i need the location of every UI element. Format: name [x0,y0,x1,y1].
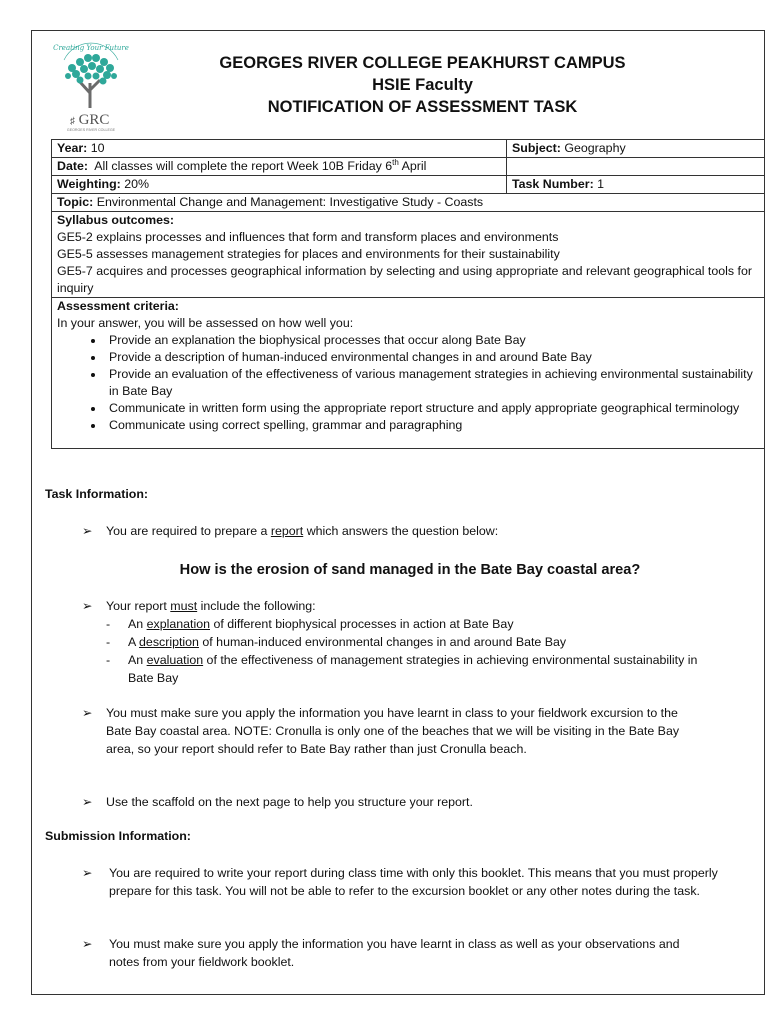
document-header [150,52,695,118]
date-value: All classes will complete the report Week 10B Friday 6 [94,159,393,173]
college-logo [50,38,132,132]
svg-text:GRC: GRC [78,112,110,128]
criteria-label: Assessment criteria: [57,299,179,313]
weighting-value: 20% [124,177,150,191]
task-information-title: Task Information: [45,487,149,501]
criteria-intro: In your answer, you will be assessed on how well you: [57,316,354,330]
report-requirements-list [106,615,712,687]
syllabus-row [52,212,765,298]
arrow-bullet-icon: ➢ [82,599,93,613]
document-title: NOTIFICATION OF ASSESSMENT TASK [267,98,578,116]
syllabus-outcome: GE5-5 assesses management strategies for places and environments for their sustainability [57,247,560,261]
arrow-bullet-icon: ➢ [82,795,93,809]
submission-item-2: ➢ You must make sure you apply the information you have learnt in class as well as your observations and notes from your fieldwork booklet. [82,937,680,969]
requirement-item: - An evaluation of the effectiveness of management strategies in achieving environmental sustainability in Bate Bay [106,653,698,685]
faculty-name: HSIE Faculty [372,76,473,94]
syllabus-outcome: GE5-7 acquires and processes geographical information by selecting and using appropriate and relevant geographical tools for inquiry [57,264,752,295]
criteria-item: • Communicate using correct spelling, grammar and paragraphing [105,417,759,434]
date-superscript: th [392,157,399,167]
date-tail: April [398,159,427,173]
svg-text:GEORGES RIVER COLLEGE: GEORGES RIVER COLLEGE [66,128,116,132]
arrow-bullet-icon: ➢ [82,706,93,720]
svg-text:♯: ♯ [70,116,75,127]
topic-value: Environmental Change and Management: Investigative Study - Coasts [96,195,484,209]
criteria-item: • Provide a description of human-induced environmental changes in and around Bate Bay [105,349,759,366]
criteria-item: • Provide an explanation the biophysical processes that occur along Bate Bay [105,332,759,349]
syllabus-outcome: GE5-2 explains processes and influences that form and transform places and environments [57,230,559,244]
task-item-2: ➢ Your report must include the following: - An explanation of different biophysical processes in action at Bate Bay - A description of human-induced environmental changes in and around Bate Bay - An evaluation of the effectiveness of management strategies in achieving environmental sustainability in Bate Bay [82,597,712,687]
submission-item-1: ➢ You are required to write your report during class time with only this booklet. This means that you must properly prepare for this task. You will not be able to refer to the excursion booklet or any other notes during the task. [82,866,718,898]
arrow-bullet-icon: ➢ [82,866,93,880]
task-number-value: 1 [597,177,605,191]
weighting-row [52,176,765,194]
requirement-item: - A description of human-induced environmental changes in and around Bate Bay [106,635,567,649]
syllabus-label: Syllabus outcomes: [57,213,175,227]
task-item-3: ➢ You must make sure you apply the information you have learnt in class to your fieldwork excursion to the Bate Bay coastal area. NOTE: Cronulla is only one of the beaches that we will be visiting in the Bate Bay area, so your report should refer to Bate Bay rather than just Cronulla beach. [82,706,680,756]
criteria-item: • Provide an evaluation of the effectiveness of various management strategies in achieving environmental sustainability in Bate Bay [105,366,759,400]
college-name: GEORGES RIVER COLLEGE PEAKHURST CAMPUS [219,54,626,72]
submission-information-title: Submission Information: [45,829,191,843]
task-number-label: Task Number: [512,177,594,191]
year-row [52,140,765,158]
arrow-bullet-icon: ➢ [82,937,93,951]
assessment-info-table [51,139,765,449]
topic-label: Topic: [57,195,94,209]
arrow-bullet-icon: ➢ [82,524,93,538]
year-label: Year: [57,141,88,155]
subject-value: Geography [564,141,626,155]
tree-icon [65,54,117,108]
svg-text:Creating Your Future: Creating Your Future [53,44,129,52]
criteria-item: • Communicate in written form using the appropriate report structure and apply appropriate geographical terminology [105,400,759,417]
date-label: Date: [57,159,88,173]
weighting-label: Weighting: [57,177,121,191]
task-item-1: ➢ You are required to prepare a report which answers the question below: [82,524,499,538]
topic-row [52,194,765,212]
subject-label: Subject: [512,141,561,155]
criteria-list [57,332,759,434]
criteria-row [52,298,765,449]
year-value: 10 [90,141,105,155]
date-row [52,158,765,176]
task-item-4: ➢ Use the scaffold on the next page to help you structure your report. [82,795,473,809]
requirement-item: - An explanation of different biophysical processes in action at Bate Bay [106,617,514,631]
assessment-question: How is the erosion of sand managed in the Bate Bay coastal area? [179,562,641,578]
